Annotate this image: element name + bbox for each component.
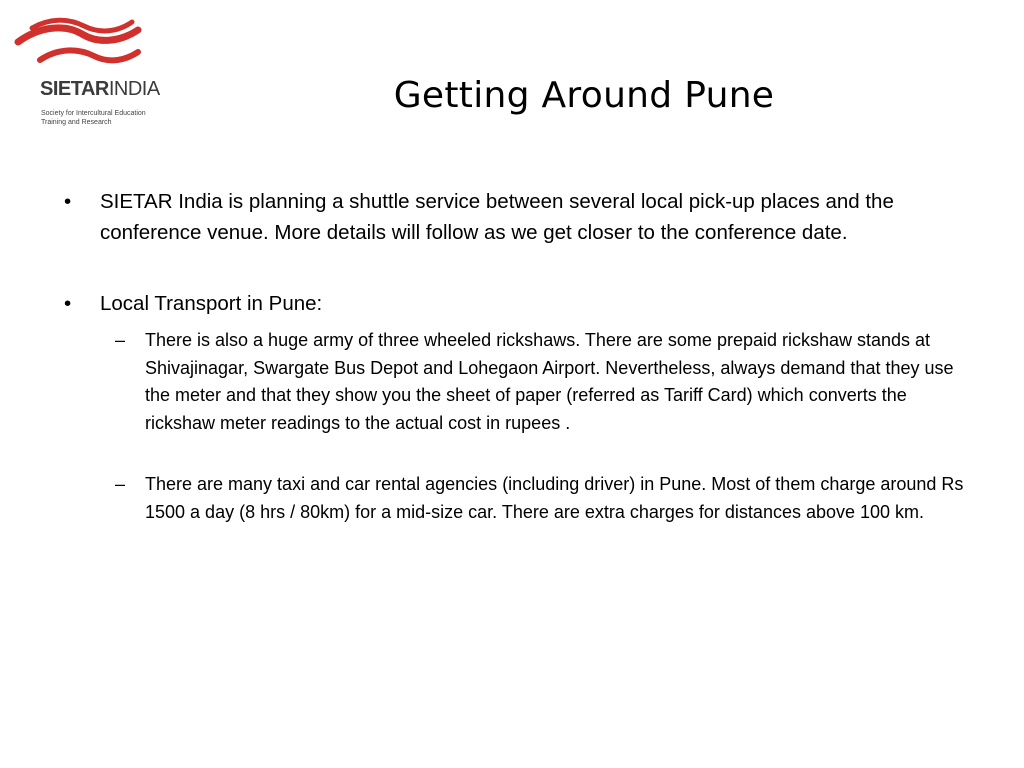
bullet-text: Local Transport in Pune: xyxy=(100,292,323,315)
logo-name-bold: SIETAR xyxy=(40,78,109,100)
sietar-wave-logo-icon xyxy=(10,12,145,74)
sub-bullet-taxi-rental xyxy=(60,471,970,526)
bullet-marker: • xyxy=(64,190,72,213)
logo-tagline xyxy=(41,109,161,127)
sub-bullet-marker: – xyxy=(115,474,126,494)
sub-bullet-marker: – xyxy=(115,330,126,350)
slide-content xyxy=(60,186,970,526)
bullet-marker: • xyxy=(64,292,72,315)
sub-bullet-rickshaws xyxy=(60,327,970,437)
bullet-local-transport xyxy=(60,288,970,319)
sietar-india-logo xyxy=(10,12,185,137)
slide-title: Getting Around Pune xyxy=(393,75,775,116)
logo-wordmark xyxy=(40,78,160,100)
logo-tagline-line1: Society for Intercultural Education xyxy=(41,110,146,117)
logo-name-light: INDIA xyxy=(108,78,160,100)
bullet-shuttle-service xyxy=(60,186,970,248)
bullet-text: SIETAR India is planning a shuttle service between several local pick-up places and the conference venue. More details will follow as we get closer to the conference date. xyxy=(100,190,894,244)
sub-bullet-text: There are many taxi and car rental agencies (including driver) in Pune. Most of them charge around Rs 1500 a day (8 hrs / 80km) for a mid-size car. There are extra charges for distances above 100 km. xyxy=(145,474,964,522)
sub-bullet-text: There is also a huge army of three wheeled rickshaws. There are some prepaid rickshaw stands at Shivajinagar, Swargate Bus Depot and Lohegaon Airport. Nevertheless, always demand that they use the meter and that they show you the sheet of paper (referred as Tariff Card) which converts the rickshaw meter readings to the actual cost in rupees . xyxy=(145,330,954,433)
logo-tagline-line2: Training and Research xyxy=(41,119,112,126)
